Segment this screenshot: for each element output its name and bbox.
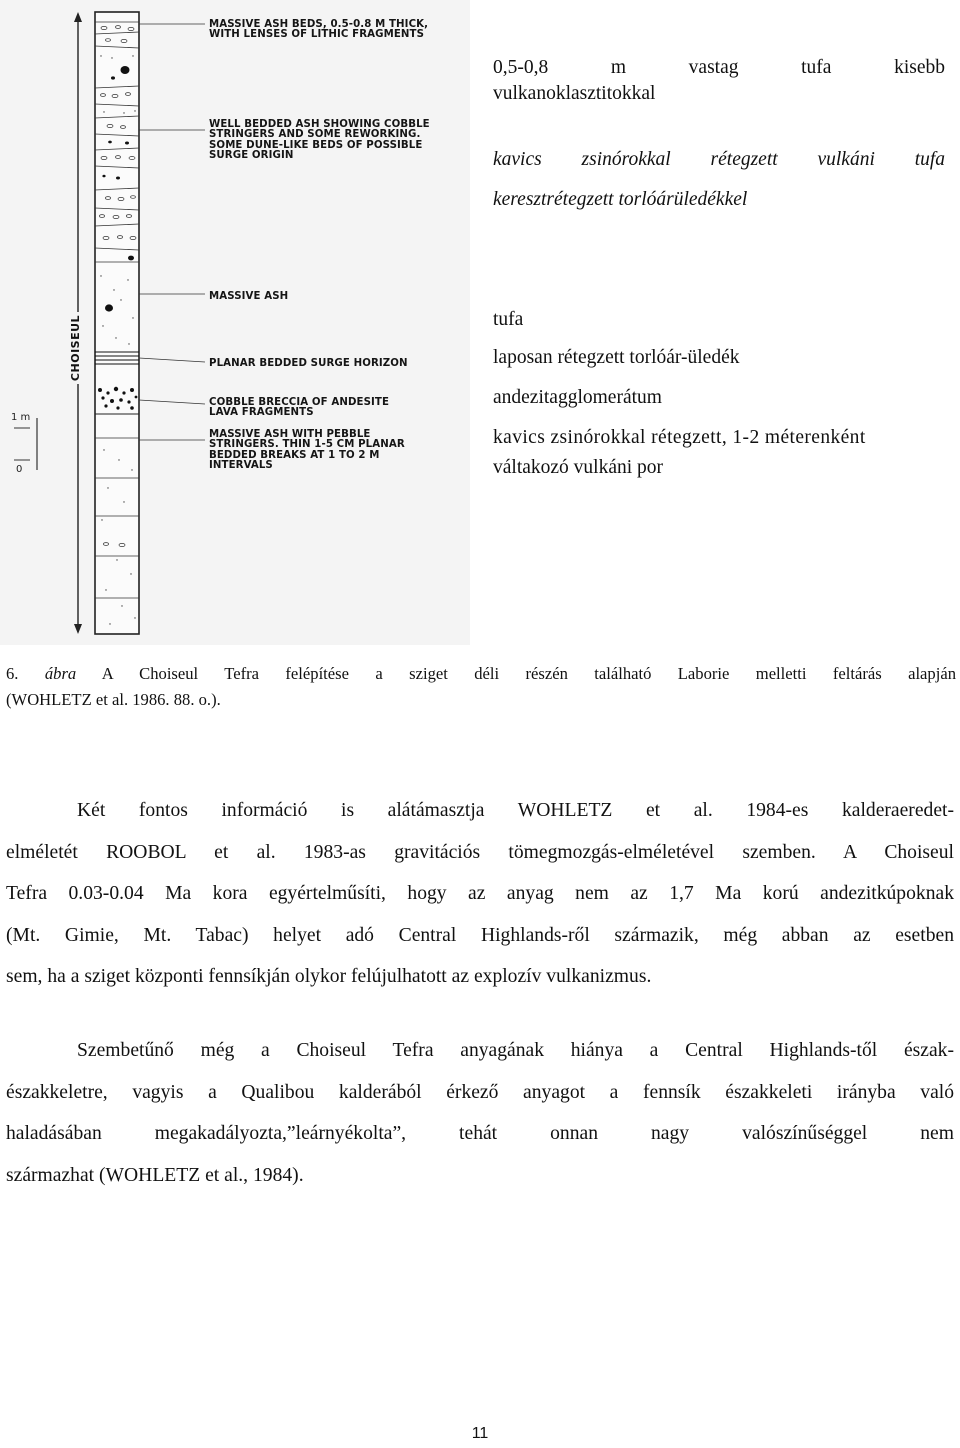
scale-label-0: 0 (16, 464, 23, 475)
legend-item-6-line1: kavics zsinórokkal rétegzett, 1-2 méterenként (493, 427, 866, 448)
legend-item-1-line2: vulkanoklasztitokkal (493, 83, 656, 104)
paragraph-line: származhat (WOHLETZ et al., 1984). (6, 1164, 304, 1186)
strat-label-cobble-breccia: COBBLE BRECCIA OF ANDESITE LAVA FRAGMENTS (209, 397, 390, 419)
paragraph-line: Két fontos információ is alátámasztja WOHLETZ et al. 1984-es kalderaeredet- (77, 800, 954, 821)
paragraph-line: sem, ha a sziget központi fennsíkján olykor felújulhatott az explozív vulkanizmus. (6, 966, 652, 987)
legend-item-6-line2: váltakozó vulkáni por (493, 457, 664, 478)
legend-item-2 (493, 147, 945, 213)
legend-item-1-line1: 0,5-0,8 m vastag tufa kisebb (493, 57, 945, 78)
body-paragraph-2 (6, 1030, 954, 1196)
legend-item-4: laposan rétegzett torlóár-üledék (493, 347, 740, 368)
paragraph-line: Szembetűnő még a Choiseul Tefra anyagának hiánya a Central Highlands-től észak- (77, 1040, 954, 1061)
body-paragraph-1 (6, 790, 954, 998)
choiseul-axis-label: CHOISEUL (69, 314, 82, 382)
strat-label-well-bedded-ash: WELL BEDDED ASH SHOWING COBBLE STRINGERS AND SOME REWORKING. SOME DUNE-LIKE BEDS OF POSSIBLE SURGE ORIGIN (209, 119, 430, 162)
paragraph-line: Tefra 0.03-0.04 Ma kora egyértelműsíti, hogy az anyag nem az 1,7 Ma korú andezitkúpoknak (6, 883, 954, 904)
legend-item-3: tufa (493, 309, 524, 330)
legend-item-2-line1: kavics zsinórokkal rétegzett vulkáni tufa (493, 149, 946, 170)
caption-line2: (WOHLETZ et al. 1986. 88. o.). (6, 690, 221, 709)
stratigraphic-column-figure (0, 0, 470, 645)
scale-label-1m: 1 m (11, 412, 31, 423)
strat-label-massive-ash-pebble: MASSIVE ASH WITH PEBBLE STRINGERS. THIN 1-5 CM PLANAR BEDDED BREAKS AT 1 TO 2 M INTERVALS (209, 429, 405, 472)
legend-item-5: andezitagglomerátum (493, 387, 662, 408)
figure-caption (6, 661, 956, 713)
strat-label-massive-ash-beds: MASSIVE ASH BEDS, 0.5-0.8 M THICK, WITH LENSES OF LITHIC FRAGMENTS (209, 19, 429, 41)
strat-label-massive-ash: MASSIVE ASH (209, 291, 289, 302)
caption-line1: 6. ábra A Choiseul Tefra felépítése a sziget déli részén található Laborie melletti feltárás alapján (6, 664, 956, 683)
legend-item-2-line2: keresztrétegzett torlóárüledékkel (493, 189, 748, 210)
legend-item-1 (493, 55, 945, 107)
strat-label-planar-bedded-surge: PLANAR BEDDED SURGE HORIZON (209, 358, 408, 369)
paragraph-line: északkeletre, vagyis a Qualibou kalderából érkező anyagot a fennsík északkeleti irányba való (6, 1081, 954, 1103)
paragraph-line: (Mt. Gimie, Mt. Tabac) helyet adó Central Highlands-ről származik, még abban az esetben (6, 924, 954, 946)
page-number: 11 (471, 1425, 489, 1442)
paragraph-line: elméletét ROOBOL et al. 1983-as gravitációs tömegmozgás-elméletével szemben. A Choiseul (6, 841, 954, 863)
legend-item-6 (493, 425, 945, 481)
paragraph-line: haladásában megakadályozta,”leárnyékolta”, tehát onnan nagy valószínűséggel nem (6, 1123, 954, 1144)
